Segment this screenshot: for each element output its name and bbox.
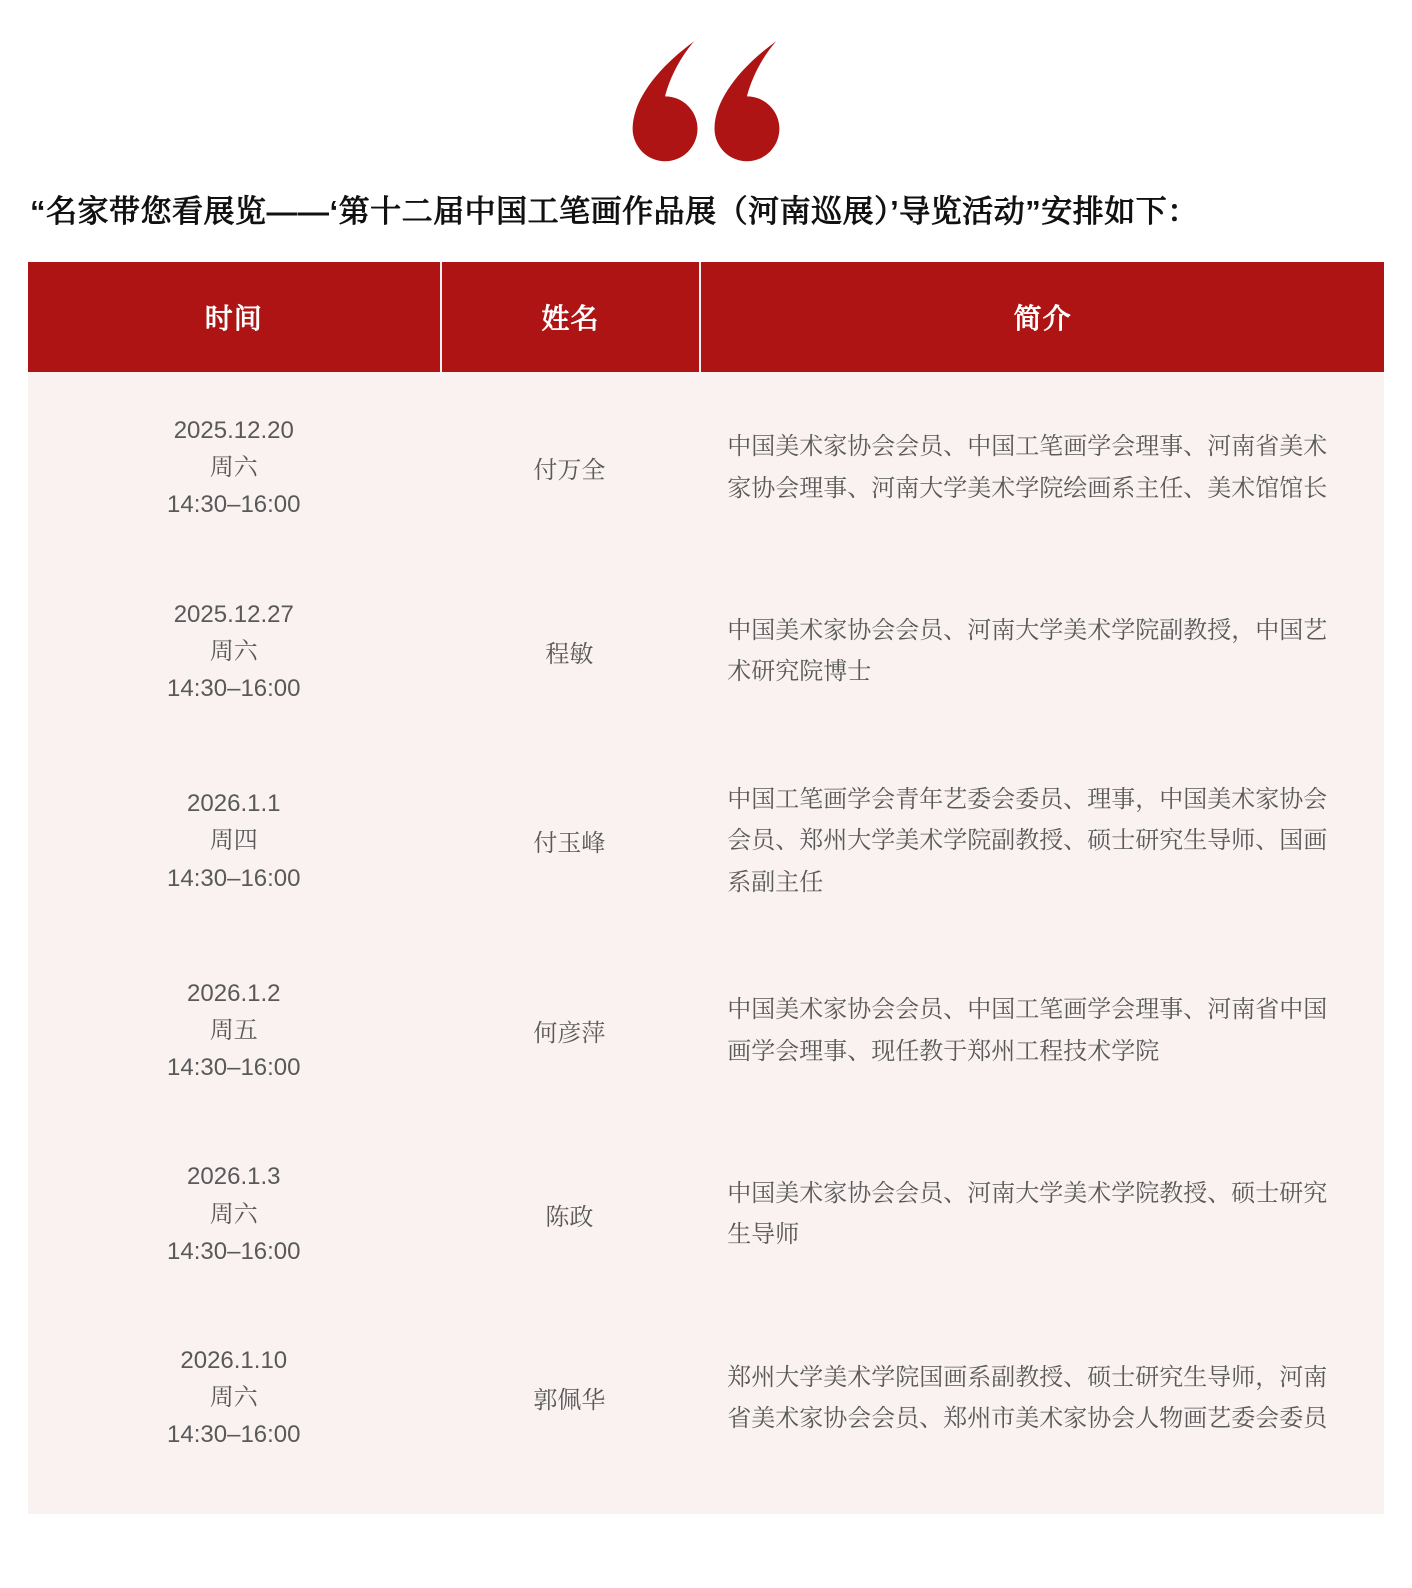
- session-weekday: 周四: [209, 827, 258, 855]
- cell-name: 付万全: [533, 457, 606, 485]
- cell-time: [28, 412, 440, 524]
- schedule-table: [28, 262, 1384, 1514]
- cell-bio: 中国美术家协会会员、河南大学美术学院教授、硕士研究生导师: [727, 1179, 1328, 1249]
- session-time-range: 14:30–16:00: [167, 1421, 301, 1449]
- cell-bio: 中国工笔画学会青年艺委会委员、理事，中国美术家协会会员、郑州大学美术学院副教授、硕士研究生导师、国画系副主任: [727, 786, 1328, 896]
- session-weekday: 周六: [209, 1384, 258, 1412]
- table-header-row: [28, 262, 1384, 372]
- opening-double-quote-icon: [631, 40, 781, 164]
- session-weekday: 周六: [209, 454, 258, 482]
- header-cell-bio: 简介: [699, 262, 1384, 372]
- header-cell-time: 时间: [204, 302, 263, 334]
- cell-name: 郭佩华: [533, 1387, 606, 1415]
- table-body: [28, 372, 1384, 1514]
- session-date: 2026.1.3: [187, 1163, 281, 1191]
- quote-decoration: [0, 0, 1412, 164]
- cell-time: [28, 975, 440, 1087]
- session-date: 2026.1.2: [187, 979, 281, 1007]
- session-time-range: 14:30–16:00: [167, 1054, 301, 1082]
- header-cell-name: 姓名: [440, 262, 700, 372]
- cell-bio: 中国美术家协会会员、中国工笔画学会理事、河南省美术家协会理事、河南大学美术学院绘画系主任、美术馆馆长: [727, 433, 1328, 502]
- table-row: [28, 1306, 1384, 1490]
- session-weekday: 周六: [209, 1200, 258, 1228]
- session-weekday: 周六: [209, 637, 258, 665]
- cell-name: 何彦萍: [533, 1020, 606, 1048]
- session-time-range: 14:30–16:00: [167, 864, 301, 892]
- cell-time: [28, 1158, 440, 1270]
- table-row: [28, 376, 1384, 560]
- table-row: [28, 1122, 1384, 1306]
- session-time-range: 14:30–16:00: [167, 1237, 301, 1265]
- cell-time: [28, 596, 440, 708]
- cell-time: [28, 1342, 440, 1454]
- cell-name: 程敏: [545, 640, 594, 668]
- session-date: 2026.1.10: [180, 1346, 288, 1374]
- session-date: 2025.12.20: [173, 416, 294, 444]
- session-date: 2025.12.27: [173, 600, 294, 628]
- cell-name: 陈政: [545, 1203, 594, 1231]
- cell-name: 付玉峰: [533, 830, 606, 858]
- session-weekday: 周五: [209, 1017, 258, 1045]
- table-row: [28, 743, 1384, 939]
- table-row: [28, 939, 1384, 1123]
- cell-time: [28, 785, 440, 897]
- session-date: 2026.1.1: [187, 790, 281, 818]
- table-row: [28, 560, 1384, 744]
- cell-bio: 郑州大学美术学院国画系副教授、硕士研究生导师，河南省美术家协会会员、郑州市美术家协会人物画艺委会委员: [727, 1363, 1328, 1432]
- session-time-range: 14:30–16:00: [167, 674, 301, 702]
- page-title: “名家带您看展览——‘第十二届中国工笔画作品展（河南巡展）’导览活动”安排如下：: [30, 194, 1199, 229]
- cell-bio: 中国美术家协会会员、中国工笔画学会理事、河南省中国画学会理事、现任教于郑州工程技术学院: [727, 996, 1328, 1065]
- cell-bio: 中国美术家协会会员、河南大学美术学院副教授，中国艺术研究院博士: [727, 617, 1328, 686]
- session-time-range: 14:30–16:00: [167, 491, 301, 519]
